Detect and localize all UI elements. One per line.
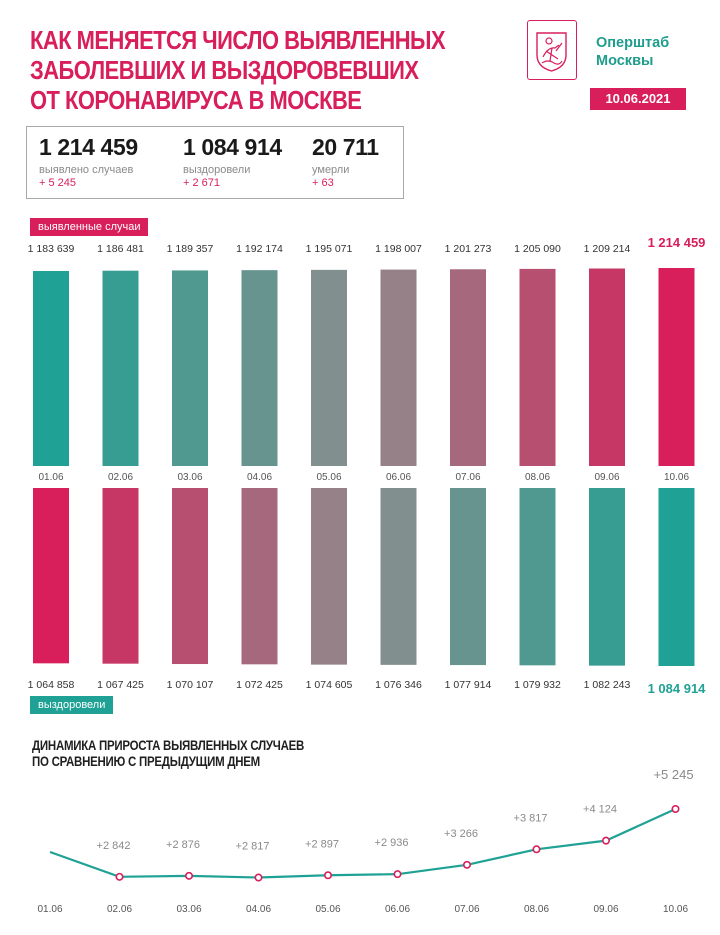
date-badge: 10.06.2021	[590, 88, 686, 110]
cases-bar-09.06	[589, 269, 625, 466]
recovered-bar-07.06	[450, 488, 486, 665]
bar-date-label-05.06: 05.06	[316, 472, 342, 483]
bar-date-label-07.06: 07.06	[455, 472, 481, 483]
dynamics-title	[32, 738, 304, 770]
org-name-line-1: Оперштаб	[596, 35, 670, 51]
recovered-value-label-01.06: 1 064 858	[27, 679, 75, 691]
recovered-value-label-05.06: 1 074 605	[305, 679, 353, 691]
line-date-label-05.06: 05.06	[315, 904, 341, 915]
recovered-value-label-06.06: 1 076 346	[375, 679, 422, 691]
cases-value-label-03.06: 1 189 357	[166, 243, 214, 255]
recovered-value-label-08.06: 1 079 932	[514, 679, 561, 691]
daily-increase-label-07.06: +3 266	[444, 827, 478, 840]
dynamics-title-line-2: ПО СРАВНЕНИЮ С ПРЕДЫДУЩИМ ДНЕМ	[32, 754, 260, 769]
bar-date-label-08.06: 08.06	[524, 472, 551, 483]
daily-increase-label-04.06: +2 817	[235, 840, 270, 853]
cases-bar-04.06	[242, 270, 278, 466]
recovered-bar-05.06	[311, 488, 347, 665]
stat-deaths-delta: + 63	[312, 177, 334, 189]
cases-bar-08.06	[520, 269, 556, 466]
daily-increase-label-08.06: +3 817	[513, 812, 548, 825]
stat-recovered-value: 1 084 914	[183, 134, 282, 160]
recovered-value-label-02.06: 1 067 425	[97, 679, 144, 691]
recovered-bar-06.06	[381, 488, 417, 665]
line-date-label-09.06: 09.06	[593, 904, 619, 915]
cases-bar-10.06	[659, 268, 695, 466]
recovered-value-label-10.06: 1 084 914	[647, 681, 706, 696]
daily-increase-label-05.06: +2 897	[305, 838, 339, 851]
daily-increase-label-03.06: +2 876	[166, 838, 200, 851]
recovered-value-label-03.06: 1 070 107	[166, 679, 214, 691]
dynamics-title-line-1: ДИНАМИКА ПРИРОСТА ВЫЯВЛЕННЫХ СЛУЧАЕВ	[32, 738, 305, 753]
line-date-label-02.06: 02.06	[106, 904, 133, 915]
cases-value-label-08.06: 1 205 090	[514, 243, 561, 255]
cases-bar-07.06	[450, 269, 486, 466]
stat-cases-label: выявлено случаев	[39, 164, 134, 176]
cases-value-label-01.06: 1 183 639	[27, 243, 75, 255]
daily-increase-label-06.06: +2 936	[374, 837, 409, 850]
cases-series-tag: выявленные случаи	[30, 218, 148, 236]
stat-cases-value: 1 214 459	[39, 134, 138, 160]
bar-date-label-06.06: 06.06	[385, 472, 412, 483]
line-date-label-07.06: 07.06	[454, 904, 480, 915]
line-date-label-10.06: 10.06	[662, 904, 689, 915]
title-line-1: КАК МЕНЯЕТСЯ ЧИСЛО ВЫЯВЛЕННЫХ	[30, 27, 446, 55]
bar-date-label-03.06: 03.06	[177, 472, 203, 483]
recovered-value-label-07.06: 1 077 914	[444, 679, 492, 691]
recovered-bar-02.06	[103, 488, 139, 664]
recovered-bar-08.06	[520, 488, 556, 665]
cases-bar-06.06	[381, 270, 417, 466]
cases-value-label-09.06: 1 209 214	[583, 243, 631, 255]
bar-date-label-09.06: 09.06	[594, 472, 620, 483]
recovered-bar-09.06	[589, 488, 625, 666]
cases-bar-05.06	[311, 270, 347, 466]
title-line-2: ЗАБОЛЕВШИХ И ВЫЗДОРОВЕВШИХ	[30, 57, 419, 85]
stat-recovered-label: выздоровели	[183, 164, 251, 176]
cases-value-label-05.06: 1 195 071	[305, 243, 353, 255]
stat-deaths-value: 20 711	[312, 134, 379, 160]
bar-date-label-02.06: 02.06	[107, 472, 134, 483]
cases-bar-02.06	[103, 271, 139, 466]
recovered-value-label-09.06: 1 082 243	[583, 679, 631, 691]
bar-date-label-04.06: 04.06	[246, 472, 273, 483]
cases-value-label-07.06: 1 201 273	[444, 243, 492, 255]
cases-value-label-04.06: 1 192 174	[236, 243, 283, 255]
daily-increase-label-02.06: +2 842	[96, 839, 131, 852]
cases-value-label-06.06: 1 198 007	[375, 243, 422, 255]
recovered-series-tag: выздоровели	[30, 696, 113, 714]
line-date-label-04.06: 04.06	[245, 904, 272, 915]
stat-recovered-delta: + 2 671	[183, 177, 221, 189]
line-date-label-06.06: 06.06	[384, 904, 411, 915]
stat-cases-delta: + 5 245	[39, 177, 77, 189]
recovered-value-label-04.06: 1 072 425	[236, 679, 283, 691]
recovered-bar-04.06	[242, 488, 278, 664]
bar-date-label-01.06: 01.06	[38, 472, 64, 483]
bar-date-label-10.06: 10.06	[663, 472, 690, 483]
recovered-bar-10.06	[659, 488, 695, 666]
line-date-label-01.06: 01.06	[37, 904, 63, 915]
cases-value-label-10.06: 1 214 459	[647, 235, 706, 250]
line-date-label-08.06: 08.06	[523, 904, 550, 915]
daily-increase-label-10.06: +5 245	[653, 767, 694, 782]
title-line-3: ОТ КОРОНАВИРУСА В МОСКВЕ	[30, 87, 362, 115]
cases-bar-01.06	[33, 271, 69, 466]
recovered-bar-01.06	[33, 488, 69, 663]
line-date-label-03.06: 03.06	[176, 904, 202, 915]
recovered-bar-03.06	[172, 488, 208, 664]
cases-value-label-02.06: 1 186 481	[97, 243, 144, 255]
org-name-line-2: Москвы	[596, 53, 654, 69]
stat-deaths-label: умерли	[312, 164, 350, 176]
daily-increase-label-09.06: +4 124	[583, 803, 617, 816]
cases-bar-03.06	[172, 270, 208, 466]
